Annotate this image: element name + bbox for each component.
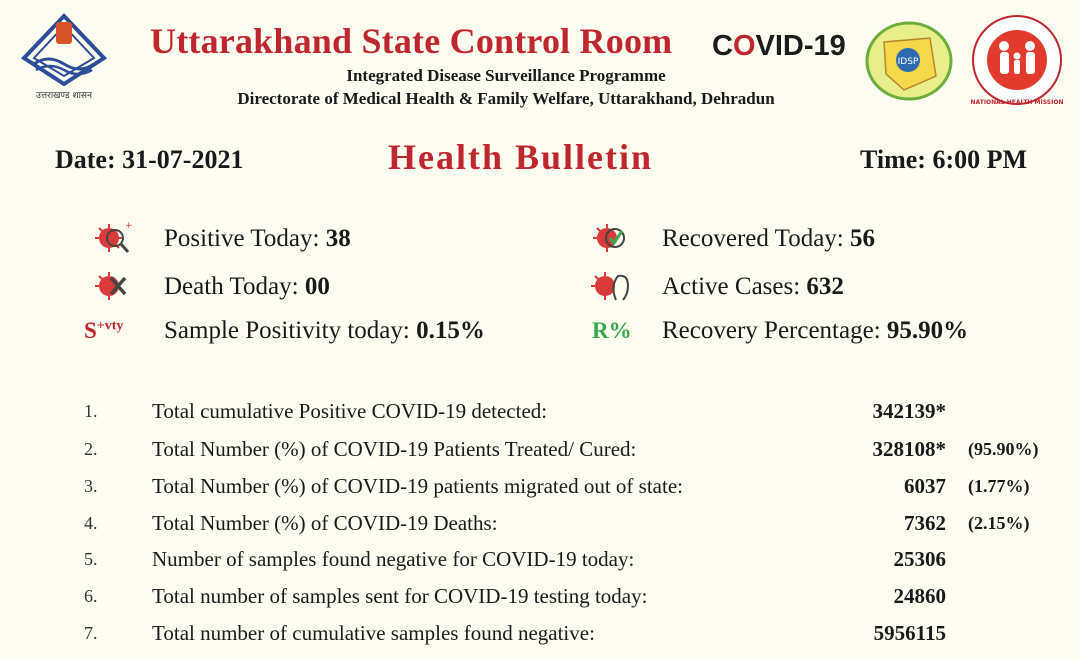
svg-text:+: + [125,221,132,231]
table-row-value: 24860 [893,584,946,608]
subtitle-directorate: Directorate of Medical Health & Family Welfare, Uttarakhand, Dehradun [237,89,775,108]
table-row-value: 342139* [872,399,946,423]
nhm-logo [962,10,1072,110]
recovered-today: Recovered Today: 56 [662,225,876,252]
emblem-caption: उत्तराखण्ड शासन [35,91,92,101]
table-row-label: Total number of cumulative samples found negative: [152,621,595,645]
table-row-label: Total Number (%) of COVID-19 patients migrated out of state: [152,474,683,498]
recovery-percentage-icon: R% [592,318,632,343]
table-row-label: Number of samples found negative for COVID-19 today: [152,547,635,571]
table-row-percent: (2.15%) [968,513,1030,533]
table-row-num: 6. [84,586,98,606]
table-row-num: 2. [84,439,98,459]
table-row-value: 328108* [872,437,946,461]
virus-cross-icon [92,266,132,306]
table-row-percent: (1.77%) [968,476,1030,496]
bulletin-time: Time: 6:00 PM [860,145,1028,174]
recovery-percentage: Recovery Percentage: 95.90% [662,317,969,344]
virus-magnifier-icon [92,218,132,258]
table-row-percent: (95.90%) [968,439,1039,459]
table-row-num: 5. [84,549,98,569]
sample-positivity-icon: $S^{+vty}$ [84,318,124,343]
positive-today: Positive Today: 38 [164,225,351,252]
table-row-label: Total Number (%) of COVID-19 Deaths: [152,511,498,535]
table-row-num: 3. [84,476,98,496]
table-row-value: 25306 [893,547,946,571]
idsp-logo-text: IDSP [897,57,919,67]
virus-person-icon [590,266,630,306]
idsp-logo [864,20,954,102]
table-row-num: 7. [84,623,98,643]
table-row-num: 4. [84,513,98,533]
bulletin-date: Date: 31-07-2021 [55,145,244,174]
table-row-label: Total cumulative Positive COVID-19 detected: [152,399,548,423]
active-cases: Active Cases: 632 [662,273,844,300]
table-row-value: 5956115 [873,621,946,645]
table-row-num: 1. [84,401,98,421]
nhm-logo-text: NATIONAL HEALTH MISSION [970,99,1064,106]
bulletin-heading: Health Bulletin [388,137,654,177]
sample-positivity-today: Sample Positivity today: 0.15% [164,317,485,344]
covid19-logo: COVID-19 [712,30,846,62]
table-row-value: 7362 [904,511,946,535]
table-row-value: 6037 [904,474,946,498]
page-title: Uttarakhand State Control Room [150,21,673,61]
subtitle-programme: Integrated Disease Surveillance Programme [346,66,666,85]
table-row-label: Total number of samples sent for COVID-19 testing today: [152,584,648,608]
table-row-label: Total Number (%) of COVID-19 Patients Treated/ Cured: [152,437,637,461]
death-today: Death Today: 00 [164,273,330,300]
virus-check-icon [590,218,630,258]
